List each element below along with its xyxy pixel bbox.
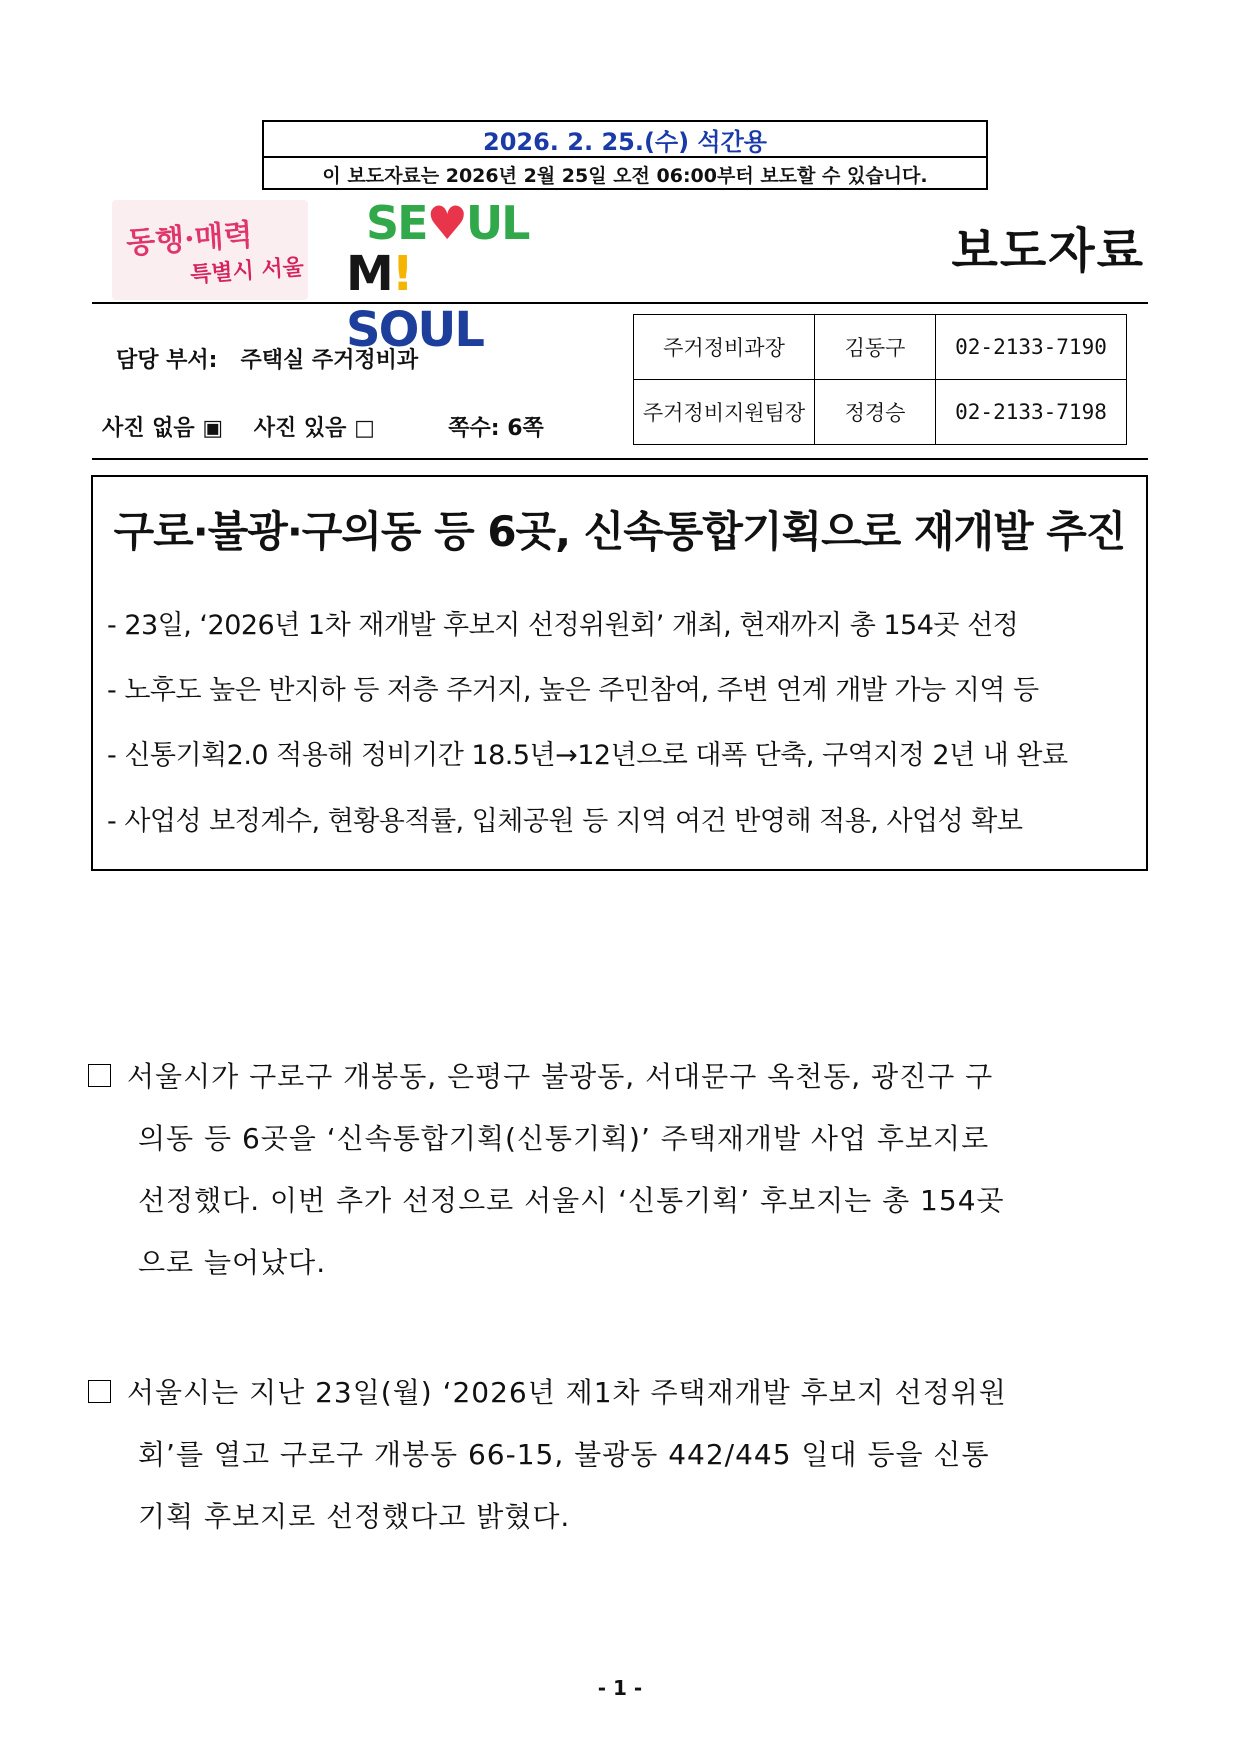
embargo-notice: 이 보도자료는 2026년 2월 25일 오전 06:00부터 보도할 수 있습니다. [322,164,928,187]
release-date: 2026. 2. 25.(수) 석간용 [264,122,986,158]
page-number: - 1 - [597,1676,643,1700]
embargo-box [262,120,988,190]
contact-title: 주거정비지원팀장 [634,380,815,445]
photo-none: 사진 없음 ▣ [102,416,224,441]
subhead: - 23일, ‘2026년 1차 재개발 후보지 선정위원회’ 개최, 현재까지 총 154곳 선정 [107,610,1019,641]
photo-yes: 사진 있음 □ [253,416,375,441]
contact-name: 정경승 [815,380,936,445]
subhead: - 사업성 보정계수, 현황용적률, 입체공원 등 지역 여건 반영해 적용, 사업성 확보 [107,806,1023,837]
bullet-box-icon [88,1064,111,1087]
contact-phone: 02-2133-7190 [936,315,1127,380]
slogan-line1: 동행·매력 [125,217,254,262]
contact-row [634,380,1127,445]
contact-phone: 02-2133-7198 [936,380,1127,445]
paragraph-line: 으로 늘어났다. [138,1246,327,1279]
doc-type-title: 보도자료 [951,223,1145,279]
contact-title: 주거정비과장 [634,315,815,380]
photo-line [102,411,544,442]
headline-box [91,475,1148,871]
contact-row [634,315,1127,380]
subhead: - 신통기획2.0 적용해 정비기간 18.5년→12년으로 대폭 단축, 구역지정 2년 내 완료 [107,740,1068,771]
paragraph-line: 서울시가 구로구 개봉동, 은평구 불광동, 서대문구 옥천동, 광진구 구 [127,1060,994,1093]
page-count: 쪽수: 6쪽 [448,416,544,441]
contact-table [633,314,1127,445]
dept-value: 주택실 주거정비과 [240,348,419,373]
divider-bottom [92,458,1148,460]
paragraph-line: 서울시는 지난 23일(월) ‘2026년 제1차 주택재개발 후보지 선정위원 [127,1376,1007,1409]
dept-line [116,343,418,374]
brand-line2: M! SOUL [346,246,483,358]
paragraph-line: 회’를 열고 구로구 개봉동 66-15, 불광동 442/445 일대 등을 신통 [138,1438,990,1471]
divider-top [92,302,1148,304]
slogan-logo [112,200,308,300]
seoul-my-soul-logo [346,196,529,358]
brand-line1: SE♥UL [366,196,529,250]
subhead: - 노후도 높은 반지하 등 저층 주거지, 높은 주민참여, 주변 연계 개발 가능 지역 등 [107,675,1039,706]
dept-label: 담당 부서: [116,348,218,373]
slogan-line2: 특별시 서울 [189,254,305,288]
paragraph-line: 기획 후보지로 선정했다고 밝혔다. [138,1500,571,1533]
bullet-box-icon [88,1380,111,1403]
paragraph-line: 의동 등 6곳을 ‘신속통합기획(신통기획)’ 주택재개발 사업 후보지로 [138,1122,990,1155]
headline: 구로·불광·구의동 등 6곳, 신속통합기획으로 재개발 추진 [113,507,1126,556]
paragraph-line: 선정했다. 이번 추가 선정으로 서울시 ‘신통기획’ 후보지는 총 154곳 [138,1184,1005,1217]
contact-name: 김동구 [815,315,936,380]
